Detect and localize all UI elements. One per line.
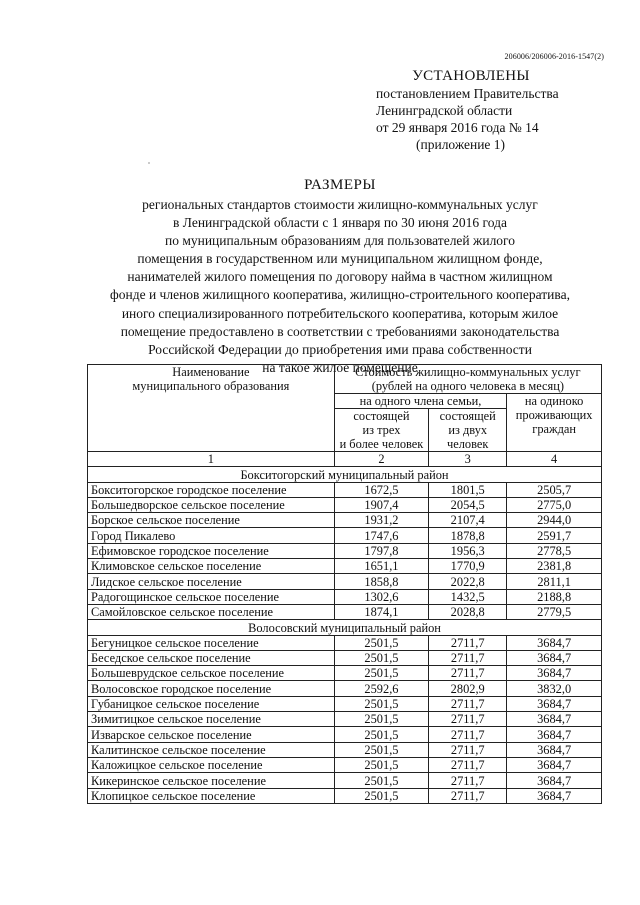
municipality-name: Радогощинское сельское поселение <box>88 589 335 604</box>
municipality-name: Зимитицкое сельское поселение <box>88 712 335 727</box>
municipality-name: Большеврудское сельское поселение <box>88 666 335 681</box>
cost-three-or-more: 2501,5 <box>334 788 428 803</box>
cost-single: 3832,0 <box>507 681 602 696</box>
cost-three-or-more: 2501,5 <box>334 650 428 665</box>
municipality-name: Бокситогорское городское поселение <box>88 482 335 497</box>
header-name-line: Наименование <box>172 365 250 379</box>
header-name-line: муниципального образования <box>132 379 290 393</box>
cost-two: 1878,8 <box>429 528 507 543</box>
subtitle-line: фонде и членов жилищного кооператива, жилищно-строительного кооператива, <box>110 287 570 303</box>
document-subtitle <box>60 196 620 377</box>
subtitle-line: Российской Федерации до приобретения ими права собственности <box>148 341 532 357</box>
cost-three-or-more: 2501,5 <box>334 757 428 772</box>
subtitle-line: помещения в государственном или муниципальном жилищном фонде, <box>137 251 543 267</box>
header-alone-cell <box>507 394 602 452</box>
table-row <box>88 482 602 497</box>
cost-single: 2775,0 <box>507 497 602 512</box>
cost-two: 2711,7 <box>429 742 507 757</box>
table-row <box>88 497 602 512</box>
table-row <box>88 604 602 619</box>
cost-single: 2381,8 <box>507 559 602 574</box>
table-row <box>88 666 602 681</box>
section-title: Волосовский муниципальный район <box>88 620 602 635</box>
approval-line-2: Ленинградской области <box>376 103 513 118</box>
cost-single: 3684,7 <box>507 742 602 757</box>
cost-three-or-more: 2501,5 <box>334 712 428 727</box>
cost-three-or-more: 1797,8 <box>334 543 428 558</box>
subtitle-line: нанимателей жилого помещения по договору найма в частном жилищном <box>127 269 553 285</box>
municipality-name: Каложицкое сельское поселение <box>88 757 335 772</box>
subtitle-line: помещение предоставлено в соответствии с требованиями законодательства <box>120 323 560 339</box>
approval-line-3: от 29 января 2016 года № 14 <box>376 120 539 135</box>
table-row <box>88 681 602 696</box>
table-row <box>88 528 602 543</box>
table-row <box>88 727 602 742</box>
cost-two: 2711,7 <box>429 712 507 727</box>
header-three-line: и более человек <box>339 437 424 452</box>
cost-three-or-more: 1672,5 <box>334 482 428 497</box>
cost-single: 3684,7 <box>507 712 602 727</box>
header-alone-line: проживающих <box>515 408 593 422</box>
subtitle-line: по муниципальным образованиям для пользователей жилого <box>164 233 516 249</box>
cost-single: 2779,5 <box>507 604 602 619</box>
cost-two: 2054,5 <box>429 497 507 512</box>
cost-two: 2711,7 <box>429 666 507 681</box>
subtitle-line: на такое жилое помещение <box>262 359 418 375</box>
cost-two: 1801,5 <box>429 482 507 497</box>
cost-two: 2711,7 <box>429 650 507 665</box>
cost-two: 2022,8 <box>429 574 507 589</box>
municipality-name: Самойловское сельское поселение <box>88 604 335 619</box>
cost-two: 2711,7 <box>429 788 507 803</box>
header-two-line: человек <box>447 437 489 452</box>
section-header-row <box>88 620 602 635</box>
header-three-cell <box>334 409 428 452</box>
cost-two: 2802,9 <box>429 681 507 696</box>
header-three-line: из трех <box>362 423 401 438</box>
cost-two: 2711,7 <box>429 773 507 788</box>
cost-three-or-more: 2501,5 <box>334 635 428 650</box>
header-cost-line: Стоимость жилищно-коммунальных услуг <box>355 365 581 379</box>
subtitle-line: иного специализированного потребительского кооператива, которым жилое <box>121 305 559 321</box>
cost-three-or-more: 2501,5 <box>334 696 428 711</box>
municipality-name: Борское сельское поселение <box>88 513 335 528</box>
cost-three-or-more: 1931,2 <box>334 513 428 528</box>
column-number: 3 <box>429 452 507 467</box>
section-header-row <box>88 467 602 482</box>
cost-three-or-more: 1874,1 <box>334 604 428 619</box>
cost-single: 3684,7 <box>507 650 602 665</box>
cost-single: 3684,7 <box>507 788 602 803</box>
table-row <box>88 773 602 788</box>
column-number: 2 <box>334 452 428 467</box>
cost-two: 1770,9 <box>429 559 507 574</box>
header-cost-line: (рублей на одного человека в месяц) <box>371 379 564 393</box>
municipality-name: Лидское сельское поселение <box>88 574 335 589</box>
cost-single: 3684,7 <box>507 727 602 742</box>
cost-single: 2188,8 <box>507 589 602 604</box>
cost-single: 2505,7 <box>507 482 602 497</box>
municipality-name: Калитинское сельское поселение <box>88 742 335 757</box>
cost-three-or-more: 2501,5 <box>334 666 428 681</box>
municipality-name: Губаницкое сельское поселение <box>88 696 335 711</box>
header-alone-line: граждан <box>532 422 577 436</box>
table-row <box>88 574 602 589</box>
municipality-name: Кикеринское сельское поселение <box>88 773 335 788</box>
table-row <box>88 650 602 665</box>
cost-single: 3684,7 <box>507 757 602 772</box>
column-number: 4 <box>507 452 602 467</box>
cost-single: 2811,1 <box>507 574 602 589</box>
section-title: Бокситогорский муниципальный район <box>88 467 602 482</box>
cost-two: 1432,5 <box>429 589 507 604</box>
document-heading: РАЗМЕРЫ <box>304 177 376 193</box>
cost-three-or-more: 1302,6 <box>334 589 428 604</box>
cost-single: 3684,7 <box>507 696 602 711</box>
table-row <box>88 696 602 711</box>
cost-two: 2711,7 <box>429 727 507 742</box>
table-row <box>88 543 602 558</box>
document-id: 206006/206006-2016-1547(2) <box>504 52 604 61</box>
approval-line-1: постановлением Правительства <box>376 86 559 101</box>
column-number: 1 <box>88 452 335 467</box>
table-row <box>88 589 602 604</box>
table-row <box>88 559 602 574</box>
municipality-name: Клопицкое сельское поселение <box>88 788 335 803</box>
cost-single: 2778,5 <box>507 543 602 558</box>
header-two-line: состоящей <box>439 409 496 424</box>
cost-three-or-more: 1651,1 <box>334 559 428 574</box>
cost-three-or-more: 2501,5 <box>334 773 428 788</box>
table-row <box>88 712 602 727</box>
table-row <box>88 788 602 803</box>
header-per-member-cell: на одного члена семьи, <box>334 394 507 409</box>
subtitle-line: в Ленинградской области с 1 января по 30 июня 2016 года <box>173 215 507 231</box>
header-two-cell <box>429 409 507 452</box>
table-row <box>88 742 602 757</box>
cost-three-or-more: 1858,8 <box>334 574 428 589</box>
cost-two: 2711,7 <box>429 696 507 711</box>
cost-three-or-more: 1907,4 <box>334 497 428 512</box>
subtitle-line: региональных стандартов стоимости жилищно-коммунальных услуг <box>142 197 538 212</box>
municipality-name: Бегуницкое сельское поселение <box>88 635 335 650</box>
scan-speck <box>148 162 150 164</box>
standards-table <box>87 364 602 804</box>
cost-single: 3684,7 <box>507 635 602 650</box>
header-alone-line: на одиноко <box>524 394 584 408</box>
approval-block <box>376 68 606 153</box>
header-cost-cell <box>334 365 601 394</box>
cost-two: 2711,7 <box>429 635 507 650</box>
table-row <box>88 513 602 528</box>
cost-three-or-more: 2592,6 <box>334 681 428 696</box>
header-name-cell <box>88 365 335 452</box>
table-row <box>88 757 602 772</box>
cost-three-or-more: 2501,5 <box>334 727 428 742</box>
cost-two: 1956,3 <box>429 543 507 558</box>
municipality-name: Большедворское сельское поселение <box>88 497 335 512</box>
cost-two: 2107,4 <box>429 513 507 528</box>
municipality-name: Волосовское городское поселение <box>88 681 335 696</box>
cost-single: 2944,0 <box>507 513 602 528</box>
cost-single: 3684,7 <box>507 666 602 681</box>
cost-three-or-more: 1747,6 <box>334 528 428 543</box>
header-three-line: состоящей <box>353 409 410 424</box>
cost-two: 2028,8 <box>429 604 507 619</box>
approval-title: УСТАНОВЛЕНЫ <box>412 68 530 84</box>
cost-two: 2711,7 <box>429 757 507 772</box>
municipality-name: Климовское сельское поселение <box>88 559 335 574</box>
municipality-name: Ефимовское городское поселение <box>88 543 335 558</box>
municipality-name: Беседское сельское поселение <box>88 650 335 665</box>
approval-line-4: (приложение 1) <box>416 137 506 152</box>
cost-three-or-more: 2501,5 <box>334 742 428 757</box>
municipality-name: Город Пикалево <box>88 528 335 543</box>
header-two-line: из двух <box>448 423 488 438</box>
municipality-name: Изварское сельское поселение <box>88 727 335 742</box>
table-header-row <box>88 365 602 394</box>
table-row <box>88 635 602 650</box>
cost-single: 3684,7 <box>507 773 602 788</box>
cost-single: 2591,7 <box>507 528 602 543</box>
column-number-row <box>88 452 602 467</box>
